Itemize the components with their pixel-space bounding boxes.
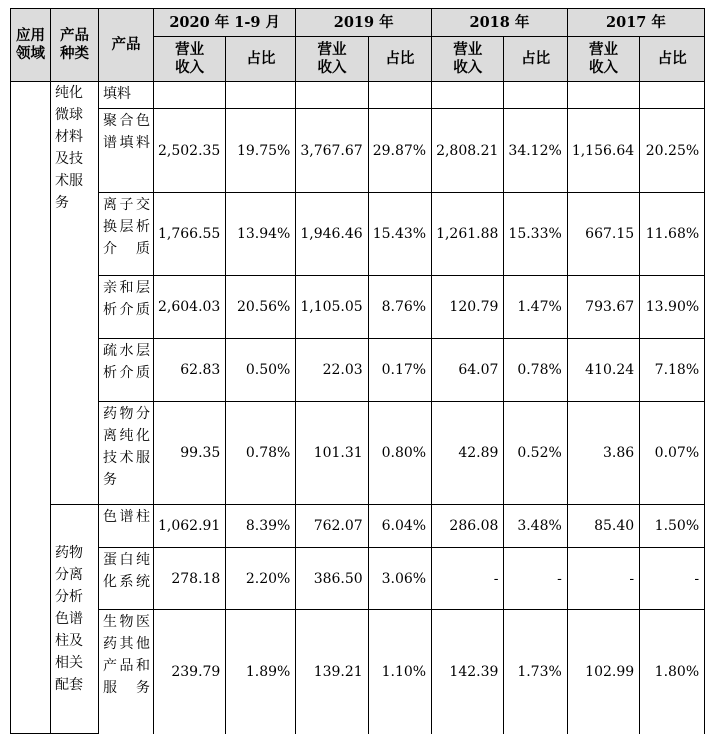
header-year-2020: 2020 年 1-9 月: [154, 9, 296, 37]
product-cell: 离子交换层析介质: [99, 193, 154, 276]
header-row-years: [11, 9, 705, 37]
header-product: 产品: [99, 9, 154, 82]
revenue-2020: 2,604.03: [154, 276, 226, 339]
product-cell: 疏水层析介质: [99, 339, 154, 402]
revenue-2019: 1,105.05: [296, 276, 368, 339]
share-2017: 0.07%: [640, 402, 705, 505]
share-2020: 0.78%: [226, 402, 296, 505]
header-year-2019: 2019 年: [296, 9, 432, 37]
share-2018: 1.73%: [504, 610, 567, 734]
table-row: [11, 276, 705, 339]
revenue-2019: 3,767.67: [296, 109, 368, 193]
share-2017: 11.68%: [640, 193, 705, 276]
revenue-2019: 22.03: [296, 339, 368, 402]
revenue-2018: 142.39: [432, 610, 504, 734]
share-2018: -: [504, 548, 567, 610]
share-2020: 0.50%: [226, 339, 296, 402]
table-row: [11, 548, 705, 610]
share-2019: 1.10%: [368, 610, 431, 734]
table-row: [11, 82, 705, 109]
header-year-2017: 2017 年: [567, 9, 704, 37]
revenue-2018: 42.89: [432, 402, 504, 505]
revenue-2017: 102.99: [567, 610, 639, 734]
revenue-2019: 762.07: [296, 505, 368, 548]
share-2020: 19.75%: [226, 109, 296, 193]
share-2018: [504, 82, 567, 109]
share-2020: 13.94%: [226, 193, 296, 276]
share-2019: 6.04%: [368, 505, 431, 548]
share-2018: 3.48%: [504, 505, 567, 548]
header-revenue: 营业收入: [296, 37, 368, 82]
category-cell: 纯化微球材料及技术服务: [51, 82, 99, 505]
product-cell: 亲和层析介质: [99, 276, 154, 339]
revenue-2018: -: [432, 548, 504, 610]
share-2017: 13.90%: [640, 276, 705, 339]
domain-cell: [11, 82, 51, 734]
share-2019: 8.76%: [368, 276, 431, 339]
revenue-2018: 1,261.88: [432, 193, 504, 276]
share-2017: 1.80%: [640, 610, 705, 734]
header-share: 占比: [226, 37, 296, 82]
revenue-2018: 286.08: [432, 505, 504, 548]
revenue-2018: 2,808.21: [432, 109, 504, 193]
share-2020: [226, 82, 296, 109]
revenue-2019: 139.21: [296, 610, 368, 734]
share-2017: 20.25%: [640, 109, 705, 193]
revenue-2017: 3.86: [567, 402, 639, 505]
share-2017: -: [640, 548, 705, 610]
table-row: [11, 505, 705, 548]
share-2019: 15.43%: [368, 193, 431, 276]
header-domain: 应用领域: [11, 9, 51, 82]
share-2017: [640, 82, 705, 109]
product-cell: 蛋白纯化系统: [99, 548, 154, 610]
revenue-2020: 99.35: [154, 402, 226, 505]
revenue-2020: 278.18: [154, 548, 226, 610]
revenue-2017: 667.15: [567, 193, 639, 276]
share-2020: 2.20%: [226, 548, 296, 610]
revenue-2019: 386.50: [296, 548, 368, 610]
product-cell: 色谱柱: [99, 505, 154, 548]
share-2020: 8.39%: [226, 505, 296, 548]
share-2020: 20.56%: [226, 276, 296, 339]
product-cell: 生物医药其他产品和服务: [99, 610, 154, 734]
revenue-2019: [296, 82, 368, 109]
revenue-table: [10, 8, 705, 734]
table-row: [11, 402, 705, 505]
revenue-2018: 120.79: [432, 276, 504, 339]
revenue-2017: 793.67: [567, 276, 639, 339]
revenue-2018: [432, 82, 504, 109]
header-revenue: 营业收入: [567, 37, 639, 82]
category-cell: 药物分离分析色谱柱及相关配套: [51, 505, 99, 734]
share-2017: 7.18%: [640, 339, 705, 402]
revenue-2017: 410.24: [567, 339, 639, 402]
revenue-2017: -: [567, 548, 639, 610]
share-2017: 1.50%: [640, 505, 705, 548]
share-2019: 3.06%: [368, 548, 431, 610]
share-2019: 0.80%: [368, 402, 431, 505]
revenue-2019: 101.31: [296, 402, 368, 505]
share-2019: [368, 82, 431, 109]
revenue-2020: [154, 82, 226, 109]
revenue-2020: 62.83: [154, 339, 226, 402]
share-2020: 1.89%: [226, 610, 296, 734]
share-2019: 0.17%: [368, 339, 431, 402]
revenue-2020: 1,766.55: [154, 193, 226, 276]
product-cell: 填料: [99, 82, 154, 109]
revenue-2019: 1,946.46: [296, 193, 368, 276]
header-revenue: 营业收入: [154, 37, 226, 82]
revenue-2020: 2,502.35: [154, 109, 226, 193]
header-year-2018: 2018 年: [432, 9, 568, 37]
header-share: 占比: [368, 37, 431, 82]
revenue-2017: 85.40: [567, 505, 639, 548]
header-share: 占比: [640, 37, 705, 82]
header-category: 产品种类: [51, 9, 99, 82]
table-row: [11, 610, 705, 734]
revenue-table-container: [10, 8, 705, 734]
product-cell: 聚合色谱填料: [99, 109, 154, 193]
header-revenue: 营业收入: [432, 37, 504, 82]
share-2018: 0.78%: [504, 339, 567, 402]
table-row: [11, 339, 705, 402]
revenue-2020: 1,062.91: [154, 505, 226, 548]
product-cell: 药物分离纯化技术服务: [99, 402, 154, 505]
table-row: [11, 193, 705, 276]
share-2018: 1.47%: [504, 276, 567, 339]
share-2018: 0.52%: [504, 402, 567, 505]
share-2019: 29.87%: [368, 109, 431, 193]
table-row: [11, 109, 705, 193]
revenue-2017: 1,156.64: [567, 109, 639, 193]
revenue-2017: [567, 82, 639, 109]
revenue-2018: 64.07: [432, 339, 504, 402]
share-2018: 15.33%: [504, 193, 567, 276]
revenue-2020: 239.79: [154, 610, 226, 734]
share-2018: 34.12%: [504, 109, 567, 193]
header-share: 占比: [504, 37, 567, 82]
